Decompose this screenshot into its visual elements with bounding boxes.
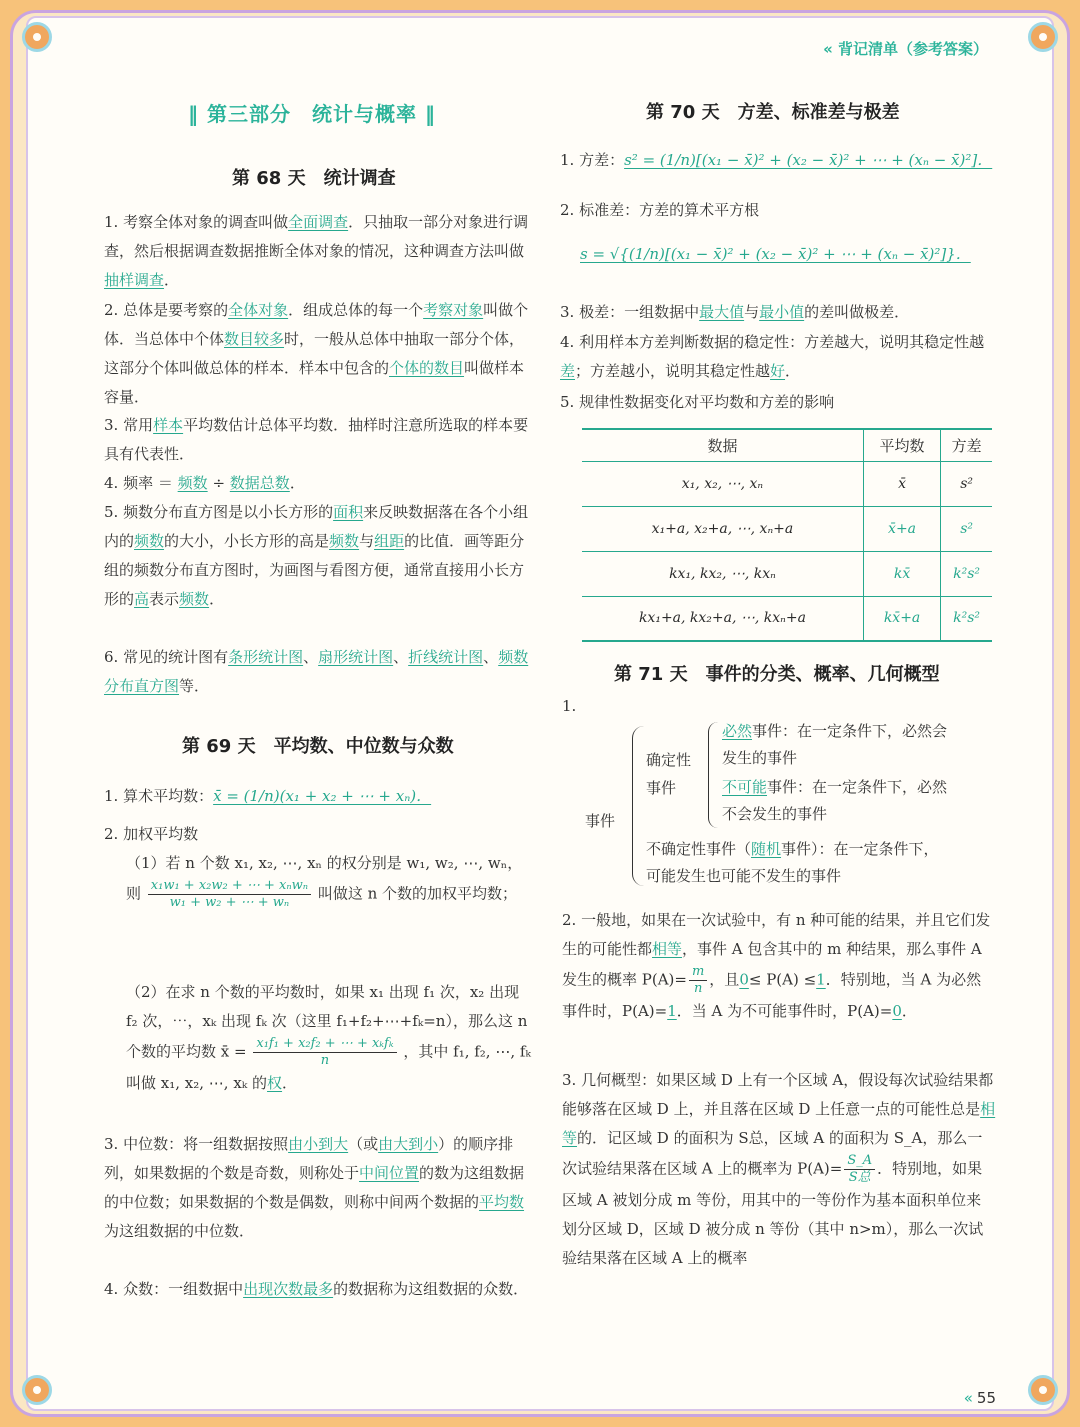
table-cell: x̄+a [863,506,940,551]
day71-item1-label: 1. [562,697,577,715]
day68-item5: 5. 频数分布直方图是以小长方形的面积来反映数据落在各个小组内的频数的大小，小长方形的高是频数与组距的比值．画等距分组的频数分布直方图时，为画图与看图方便，通常直接用小长方形的高表示频数． [104,503,529,608]
page-number: « 55 [963,1389,996,1407]
day69-item3: 3. 中位数：将一组数据按照由小到大（或由大到小）的顺序排列，如果数据的个数是奇数，则称处于中间位置的数为这组数据的中位数；如果数据的个数是偶数，则称中间两个数据的平均数为这组数据的中位数． [104,1135,525,1240]
day71-item2: 2. 一般地，如果在一次试验中，有 n 种可能的结果，并且它们发生的可能性都相等，事件 A 包含其中的 m 种结果，那么事件 A 发生的概率 P(A)= $\frac{m}{n}$ ，且0≤ P(A) ≤1．特别地，当 A 为必然事件时，P(A)=1．当 A 为不可能事件时，P(A)=0． [562,911,991,1020]
day70-item4: 4. 利用样本方差判断数据的稳定性：方差越大，说明其稳定性越差；方差越小，说明其稳定性越好． [560,333,985,380]
frequency-mean-fraction: $\frac{\text{x₁f₁ + x₂f₂ + ⋯ + xₖfₖ}}{n}$ [253,1036,396,1069]
day69-title: 第 69 天 平均数、中位数与众数 [182,736,454,757]
table-row [582,596,992,641]
probability-fraction: $\frac{m}{n}$ [689,964,707,997]
corner-ornament-icon [22,22,52,52]
day70-item5: 5. 规律性数据变化对平均数和方差的影响 [560,393,835,411]
day68-title: 第 68 天 统计调查 [232,168,396,189]
day68-item3: 3. 常用样本平均数估计总体平均数．抽样时注意所选取的样本要具有代表性． [104,416,529,463]
day71-item3: 3. 几何概型：如果区域 D 上有一个区域 A，假设每次试验结果都能够落在区域 D 上，并且落在区域 D 上任意一点的可能性总是相等的．记区域 D 的面积为 S总，区域 A 的面积为 S_A，那么一次试验结果落在区域 A 上的概率为 P(A)= $\frac{S\_A}{\text{S总}}$ ．特别地，如果区域 A 被划分成 m 等份，用其中的一等份作为基本面积单位来划分区域 D，区域 D 被分成 n 等份（其中 n>m），那么一次试验结果落在区域 A 上的概率 [562,1071,996,1267]
outer-brace-icon [632,726,644,886]
corner-ornament-icon [1028,1375,1058,1405]
table-header: 数据 [582,429,863,461]
header-tag: « 背记清单（参考答案） [823,40,988,58]
table-row [582,461,992,506]
table-row [582,551,992,596]
day70-item2: 2. 标准差：方差的算术平方根 [560,201,760,219]
day68-item4: 4. 频率 ＝ 频数 ÷ 数据总数． [104,474,305,492]
table-cell: kx₁+a, kx₂+a, ⋯, kxₙ+a [582,596,863,641]
certain-group-label: 确定性事件 [646,751,692,797]
day69-item1: 1. 算术平均数：x̄ = (1/n)(x₁ + x₂ + ⋯ + xₙ)． [104,787,432,805]
geometric-probability-fraction: $\frac{S\_A}{\text{S总}}$ [844,1153,875,1186]
day68-item2: 2. 总体是要考察的全体对象．组成总体的每一个考察对象叫做个体．当总体中个体数目较多时，一般从总体中抽取一部分个体，这部分个体叫做总体的样本．样本中包含的个体的数目叫做样本容量． [104,301,529,406]
table-header: 平均数 [863,429,940,461]
corner-ornament-icon [22,1375,52,1405]
table-cell: kx̄ [863,551,940,596]
table-cell: kx₁, kx₂, ⋯, kxₙ [582,551,863,596]
corner-ornament-icon [1028,22,1058,52]
day70-std-formula: s = √{(1/n)[(x₁ − x̄)² + (x₂ − x̄)² + ⋯ + (xₙ − x̄)²]}． [580,245,971,263]
event-label: 事件 [585,812,616,830]
day70-item1: 1. 方差：s² = (1/n)[(x₁ − x̄)² + (x₂ − x̄)² + ⋯ + (xₙ − x̄)²]． [560,151,993,169]
day70-item3: 3. 极差：一组数据中最大值与最小值的差叫做极差． [560,303,910,321]
day68-item6: 6. 常见的统计图有条形统计图、扇形统计图、折线统计图、频数分布直方图等． [104,648,529,695]
day71-title: 第 71 天 事件的分类、概率、几何概型 [614,664,940,685]
inner-brace-icon [708,722,718,828]
day69-item2-part2: （2）在求 n 个数的平均数时，如果 x₁ 出现 f₁ 次，x₂ 出现 f₂ 次，⋯，xₖ 出现 fₖ 次（这里 f₁+f₂+⋯+fₖ=n），那么这 n 个数的平均数 x̄ = $\frac{\text{x₁f₁ + x₂f₂ + ⋯ + xₖfₖ}}{n}$ ，其中 f₁, f₂, ⋯, fₖ 叫做 x₁, x₂, ⋯, xₖ 的权． [126,983,531,1092]
table-cell: kx̄+a [863,596,940,641]
certain-event: 必然事件：在一定条件下，必然会发生的事件 [722,722,948,767]
table-cell: s² [941,461,992,506]
table-header: 方差 [941,429,992,461]
table-cell: x₁, x₂, ⋯, xₙ [582,461,863,506]
day70-title: 第 70 天 方差、标准差与极差 [646,102,900,123]
random-event: 不确定性事件（随机事件）：在一定条件下，可能发生也可能不发生的事件 [646,840,939,885]
table-cell: s² [941,506,992,551]
table-cell: x₁+a, x₂+a, ⋯, xₙ+a [582,506,863,551]
table-header-row [582,429,992,461]
day69-item2: 2. 加权平均数 [104,825,199,843]
table-cell: x̄ [863,461,940,506]
table-cell: k²s² [941,596,992,641]
table-cell: k²s² [941,551,992,596]
impossible-event: 不可能事件：在一定条件下，必然不会发生的事件 [722,778,948,823]
day68-item1: 1. 考察全体对象的调查叫做全面调查．只抽取一部分对象进行调查，然后根据调查数据推断全体对象的情况，这种调查方法叫做抽样调查． [104,213,529,289]
variance-table [582,428,992,642]
weighted-mean-fraction: $\frac{\text{x₁w₁ + x₂w₂ + ⋯ + xₙwₙ}}{\text{w₁ + w₂ + ⋯ + wₙ}}$ [148,878,311,911]
day69-item2-part1: （1）若 n 个数 x₁, x₂, ⋯, xₙ 的权分别是 w₁, w₂, ⋯, wₙ，则 $\frac{\text{x₁w₁ + x₂w₂ + ⋯ + xₙwₙ}}{\text{w₁ + w₂ + ⋯ + wₙ}}$ 叫做这 n 个数的加权平均数； [126,854,523,910]
table-row [582,506,992,551]
part-title: ‖ 第三部分 统计与概率 ‖ [188,102,436,126]
day69-item4: 4. 众数：一组数据中出现次数最多的数据称为这组数据的众数． [104,1280,529,1298]
double-chevron-icon: « [963,1389,973,1407]
